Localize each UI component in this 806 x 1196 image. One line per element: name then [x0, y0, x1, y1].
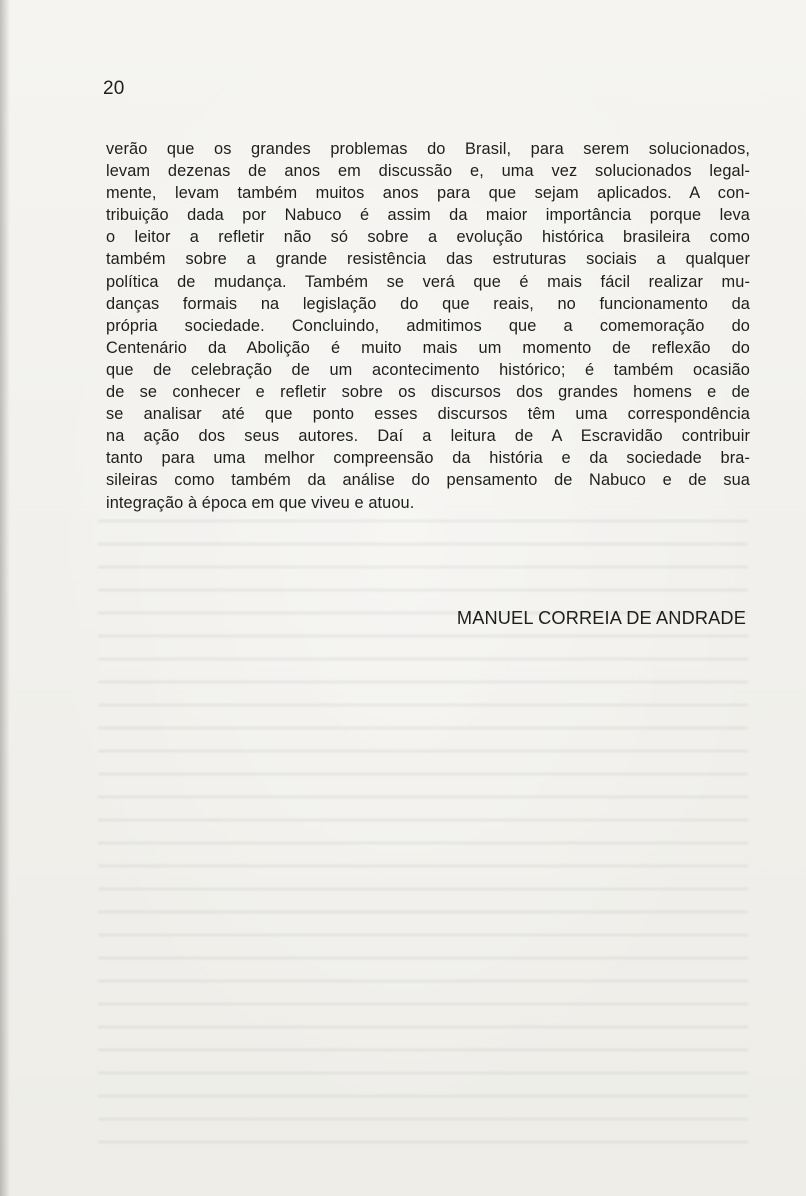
- text-line: de se conhecer e refletir sobre os discursos dos grandes homens e de: [106, 383, 750, 402]
- text-line: danças formais na legislação do que reais, no funcionamento da: [106, 294, 750, 313]
- text-line: própria sociedade. Concluindo, admitimos que a comemoração do: [106, 316, 750, 335]
- text-line: Centenário da Abolição é muito mais um momento de reflexão do: [106, 338, 750, 357]
- body-paragraph: [106, 138, 750, 514]
- text-line: integração à época em que viveu e atuou.: [106, 493, 415, 512]
- text-line: na ação dos seus autores. Daí a leitura de A Escravidão contribuir: [106, 427, 750, 446]
- page-number: 20: [103, 78, 125, 99]
- text-line: tribuição dada por Nabuco é assim da maior importância porque leva: [106, 206, 750, 225]
- text-line: mente, levam também muitos anos para que sejam aplicados. A con-: [106, 184, 750, 203]
- text-line: que de celebração de um acontecimento histórico; é também ocasião: [106, 360, 750, 379]
- text-line: levam dezenas de anos em discussão e, uma vez solucionados legal-: [106, 162, 750, 181]
- text-line: verão que os grandes problemas do Brasil, para serem solucionados,: [106, 140, 750, 158]
- page-edge-shadow: [0, 0, 10, 1196]
- text-line: o leitor a refletir não só sobre a evolução histórica brasileira como: [106, 228, 750, 247]
- text-line: tanto para uma melhor compreensão da história e da sociedade bra-: [106, 449, 750, 468]
- text-line: política de mudança. Também se verá que é mais fácil realizar mu-: [106, 272, 750, 291]
- text-line: sileiras como também da análise do pensamento de Nabuco e de sua: [106, 471, 750, 490]
- text-line: também sobre a grande resistência das estruturas sociais a qualquer: [106, 250, 750, 269]
- text-line: se analisar até que ponto esses discursos têm uma correspondência: [106, 405, 750, 424]
- author-signature: MANUEL CORREIA DE ANDRADE: [456, 608, 746, 628]
